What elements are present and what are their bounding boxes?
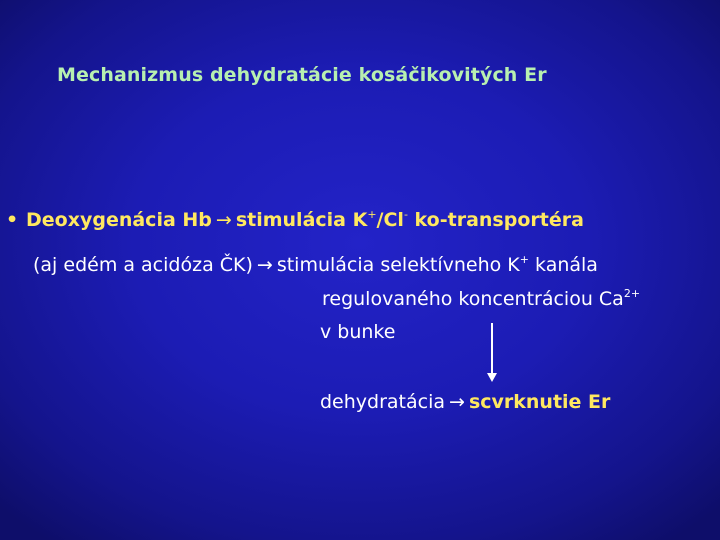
right-arrow-icon: → — [449, 391, 465, 413]
line5-text-dehydration: dehydratácia — [320, 391, 446, 413]
bullet-text-stimulation: stimulácia K — [235, 209, 368, 231]
superscript-minus: - — [403, 208, 408, 221]
line2-text-cause: (aj edém a acidóza ČK) — [33, 254, 253, 276]
right-arrow-icon: → — [215, 209, 232, 231]
line3-text: regulovaného koncentráciou Ca — [322, 288, 624, 310]
superscript-plus: + — [519, 253, 529, 266]
bullet-dot: • — [6, 209, 19, 231]
bullet-text-deoxygenation: Deoxygenácia Hb — [26, 209, 212, 231]
bullet-text-cotransporter: ko-transportéra — [407, 209, 584, 231]
line5-text-shrinkage: scvrknutie Er — [468, 391, 611, 413]
superscript-2plus: 2+ — [623, 287, 641, 300]
line2-text-channel: kanála — [528, 254, 598, 276]
text-line-regulated — [322, 287, 640, 310]
right-arrow-icon: → — [256, 254, 273, 276]
text-line-acidosis — [33, 253, 598, 276]
text-line-dehydration — [320, 391, 610, 413]
down-arrow-icon — [484, 323, 500, 383]
text-line-in-cell: v bunke — [320, 321, 396, 343]
line2-text-stimulation: stimulácia selektívneho K — [276, 254, 520, 276]
slide-title: Mechanizmus dehydratácie kosáčikovitých Er — [57, 64, 547, 86]
bullet-text-cl: /Cl — [376, 209, 404, 231]
bullet-item — [6, 208, 584, 231]
superscript-plus: + — [367, 208, 377, 221]
